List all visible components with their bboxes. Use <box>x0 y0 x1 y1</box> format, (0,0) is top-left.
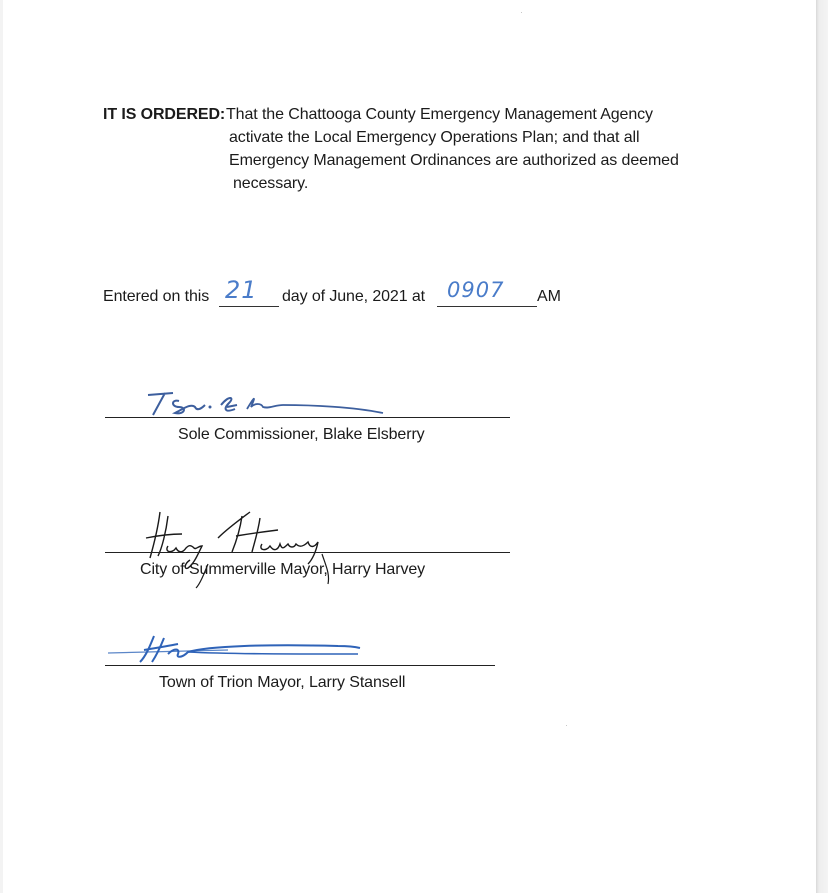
signature-line-summerville <box>105 552 510 553</box>
order-line-4: necessary. <box>233 175 309 192</box>
day-handwritten: 21 <box>225 276 258 304</box>
document-page <box>3 0 816 893</box>
caption-summerville: City of Summerville Mayor, Harry Harvey <box>140 561 426 578</box>
order-heading: IT IS ORDERED: <box>103 106 226 123</box>
order-line-3: Emergency Management Ordinances are authorized as deemed <box>229 152 679 169</box>
time-blank-line <box>437 306 537 307</box>
entered-suffix: AM <box>537 288 561 305</box>
viewer-right-edge <box>816 0 828 893</box>
signature-trion-image <box>108 632 368 667</box>
entered-prefix: Entered on this <box>103 288 210 305</box>
signature-line-commissioner <box>105 417 510 418</box>
speck <box>566 725 567 726</box>
signature-line-trion <box>105 665 495 666</box>
time-handwritten: 0907 <box>447 278 505 302</box>
order-line-2: activate the Local Emergency Operations Plan; and that all <box>229 129 640 146</box>
day-blank-line <box>219 306 279 307</box>
entered-middle: day of June, 2021 at <box>282 288 426 305</box>
caption-commissioner: Sole Commissioner, Blake Elsberry <box>178 426 425 443</box>
speck <box>521 12 522 13</box>
caption-trion: Town of Trion Mayor, Larry Stansell <box>159 674 406 691</box>
signature-commissioner-image <box>143 385 393 425</box>
order-line-1: That the Chattooga County Emergency Management Agency <box>226 106 653 123</box>
